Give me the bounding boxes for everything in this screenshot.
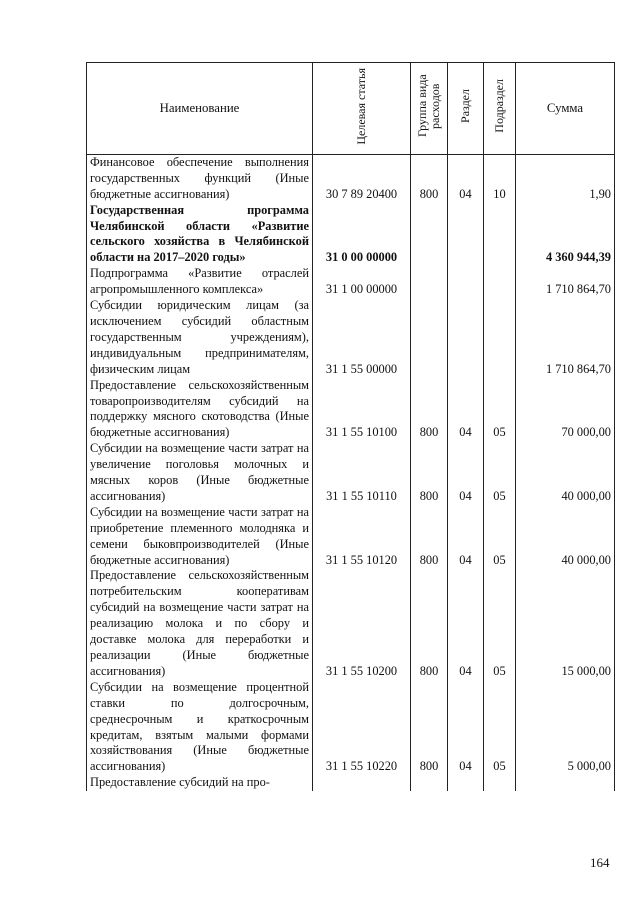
header-subsection: Подраздел	[484, 63, 516, 155]
row-target-code: 31 1 00 00000	[313, 266, 411, 298]
row-section: 04	[448, 154, 484, 202]
row-name: Государственная программа Челябинской области «Развитие сельского хозяйства в Челябинской области на 2017–2020 годы»	[87, 203, 313, 267]
row-name: Субсидии на возмещение части затрат на увеличение поголовья молочных и мясных коров (Иные бюджетные ассигнования)	[87, 441, 313, 505]
row-target-code: 30 7 89 20400	[313, 154, 411, 202]
row-target-code: 31 1 55 10200	[313, 568, 411, 679]
row-amount: 1 710 864,70	[516, 266, 615, 298]
row-section	[448, 266, 484, 298]
table-row	[87, 568, 615, 679]
row-target-code: 31 1 55 10220	[313, 680, 411, 775]
row-section: 04	[448, 378, 484, 442]
table-body	[87, 154, 615, 791]
row-group	[411, 266, 448, 298]
row-subsection	[484, 203, 516, 267]
row-subsection: 05	[484, 568, 516, 679]
row-group	[411, 775, 448, 791]
table-row	[87, 266, 615, 298]
row-group: 800	[411, 505, 448, 569]
row-section: 04	[448, 505, 484, 569]
header-name: Наименование	[87, 63, 313, 155]
row-amount: 15 000,00	[516, 568, 615, 679]
row-section	[448, 775, 484, 791]
row-group: 800	[411, 441, 448, 505]
row-amount: 40 000,00	[516, 441, 615, 505]
row-subsection: 05	[484, 378, 516, 442]
row-subsection: 05	[484, 505, 516, 569]
row-section	[448, 203, 484, 267]
row-name: Предоставление субсидий на про-	[87, 775, 313, 791]
table-row	[87, 154, 615, 202]
row-subsection: 10	[484, 154, 516, 202]
row-target-code: 31 0 00 00000	[313, 203, 411, 267]
row-name: Субсидии юридическим лицам (за исключением субсидий областным государственным учреждениям), индивидуальным предпринимателям, физическим лицам	[87, 298, 313, 378]
table-row	[87, 680, 615, 775]
row-target-code	[313, 775, 411, 791]
row-name: Финансовое обеспечение выполнения государственных функций (Иные бюджетные ассигнования)	[87, 154, 313, 202]
row-target-code: 31 1 55 10110	[313, 441, 411, 505]
table-row	[87, 441, 615, 505]
row-section	[448, 298, 484, 378]
row-group: 800	[411, 154, 448, 202]
row-name: Предоставление сельскохозяйственным товаропроизводителям субсидий на поддержку мясного скотоводства (Иные бюджетные ассигнования)	[87, 378, 313, 442]
row-amount	[516, 775, 615, 791]
row-subsection	[484, 266, 516, 298]
row-target-code: 31 1 55 10100	[313, 378, 411, 442]
row-subsection: 05	[484, 680, 516, 775]
row-group: 800	[411, 378, 448, 442]
row-amount: 1,90	[516, 154, 615, 202]
row-group	[411, 203, 448, 267]
row-subsection	[484, 298, 516, 378]
row-amount: 5 000,00	[516, 680, 615, 775]
row-amount: 40 000,00	[516, 505, 615, 569]
row-group	[411, 298, 448, 378]
table-row	[87, 298, 615, 378]
table-row	[87, 505, 615, 569]
row-subsection: 05	[484, 441, 516, 505]
header-group: Группа вида расходов	[411, 63, 448, 155]
row-target-code: 31 1 55 10120	[313, 505, 411, 569]
row-group: 800	[411, 568, 448, 679]
row-amount: 70 000,00	[516, 378, 615, 442]
header-section: Раздел	[448, 63, 484, 155]
row-name: Субсидии на возмещение части затрат на приобретение племенного молодняка и семени быковпроизводителей (Иные бюджетные ассигнования)	[87, 505, 313, 569]
budget-table	[86, 62, 615, 791]
row-section: 04	[448, 441, 484, 505]
row-amount: 4 360 944,39	[516, 203, 615, 267]
row-name: Предоставление сельскохозяйственным потребительским кооперативам субсидий на возмещение части затрат на реализацию молока и по сбору и доставке молока для переработки и реализации (Иные бюджетные ассигнования)	[87, 568, 313, 679]
table-row	[87, 775, 615, 791]
row-target-code: 31 1 55 00000	[313, 298, 411, 378]
row-name: Подпрограмма «Развитие отраслей агропромышленного комплекса»	[87, 266, 313, 298]
table-header-row	[87, 63, 615, 155]
page-number: 164	[590, 855, 610, 870]
table-row	[87, 203, 615, 267]
row-section: 04	[448, 568, 484, 679]
header-sum: Сумма	[516, 63, 615, 155]
row-amount: 1 710 864,70	[516, 298, 615, 378]
row-section: 04	[448, 680, 484, 775]
row-subsection	[484, 775, 516, 791]
table-row	[87, 378, 615, 442]
header-target: Целевая статья	[313, 63, 411, 155]
row-name: Субсидии на возмещение процентной ставки по долгосрочным, среднесрочным и краткосрочным кредитам, взятым малыми формами хозяйствования (Иные бюджетные ассигнования)	[87, 680, 313, 775]
row-group: 800	[411, 680, 448, 775]
